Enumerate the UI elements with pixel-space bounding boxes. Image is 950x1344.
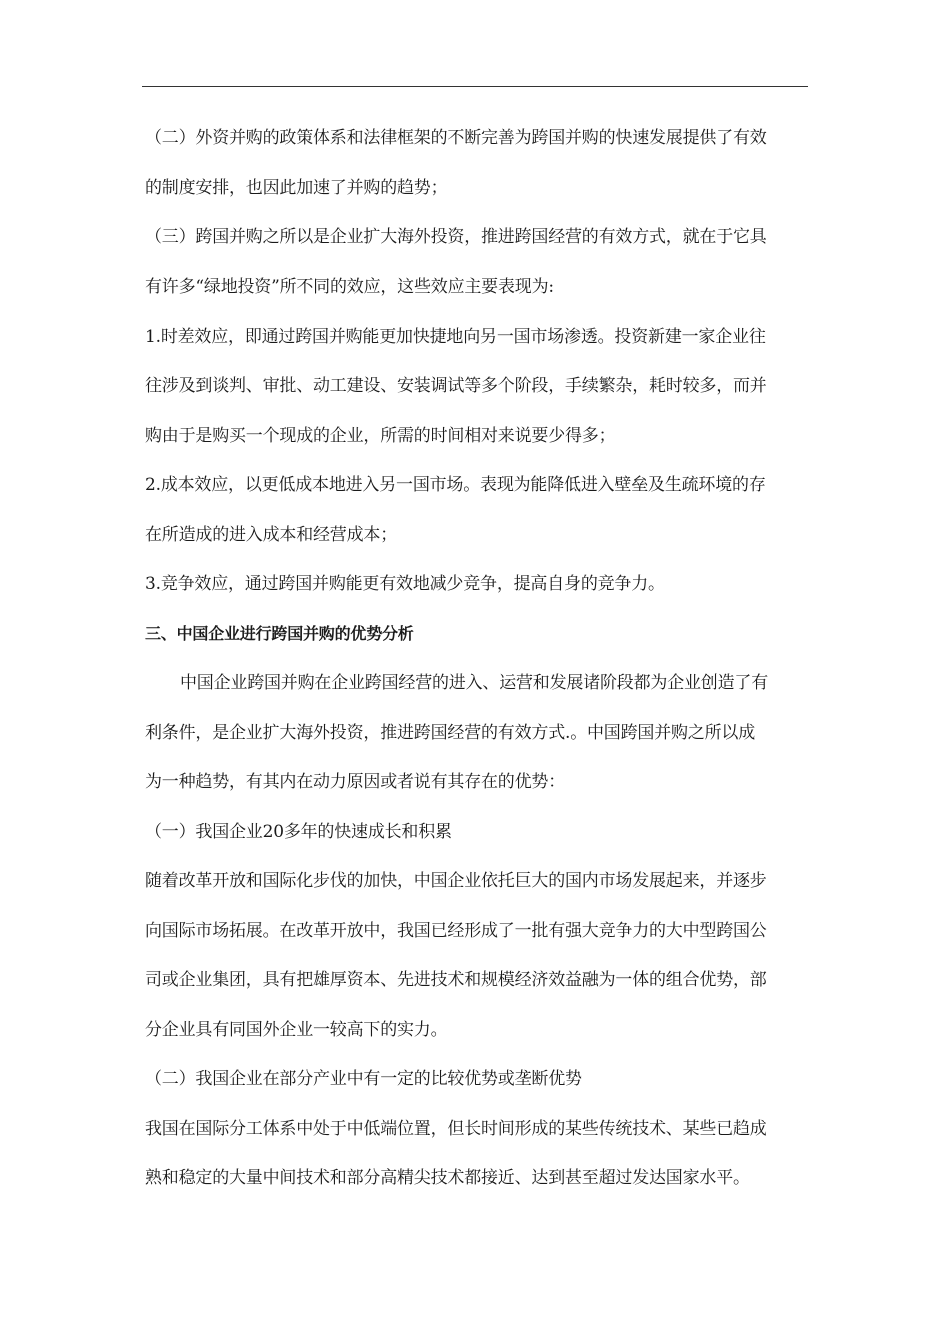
text-line: （三）跨国并购之所以是企业扩大海外投资，推进跨国经营的有效方式，就在于它具 [145,227,767,247]
subsection-heading: （一）我国企业20多年的快速成长和积累 [145,822,452,842]
text-line: 3.竞争效应，通过跨国并购能更有效地减少竞争，提高自身的竞争力。 [145,574,665,594]
text-line: （二）外资并购的政策体系和法律框架的不断完善为跨国并购的快速发展提供了有效 [145,128,767,148]
text-line: 1.时差效应，即通过跨国并购能更加快捷地向另一国市场渗透。投资新建一家企业往 [145,327,766,347]
text-line: 熟和稳定的大量中间技术和部分高精尖技术都接近、达到甚至超过发达国家水平。 [145,1168,750,1188]
text-line: 往涉及到谈判、审批、动工建设、安装调试等多个阶段，手续繁杂，耗时较多，而并 [145,376,767,396]
text-line: 利条件，是企业扩大海外投资，推进跨国经营的有效方式.。中国跨国并购之所以成 [145,723,756,743]
text-line: 2.成本效应，以更低成本地进入另一国市场。表现为能降低进入壁垒及生疏环境的存 [145,475,766,495]
section-heading: 三、中国企业进行跨国并购的优势分析 [145,624,414,643]
text-line: 司或企业集团，具有把雄厚资本、先进技术和规模经济效益融为一体的组合优势，部 [145,970,767,990]
text-line: 分企业具有同国外企业一较高下的实力。 [145,1020,448,1040]
text-line: 购由于是购买一个现成的企业，所需的时间相对来说要少得多； [145,426,616,446]
text-line: 为一种趋势，有其内在动力原因或者说有其存在的优势： [145,772,565,792]
text-line: 有许多“绿地投资”所不同的效应，这些效应主要表现为: [145,277,554,297]
text-line: 向国际市场拓展。在改革开放中，我国已经形成了一批有强大竞争力的大中型跨国公 [145,921,767,941]
text-line: 我国在国际分工体系中处于中低端位置，但长时间形成的某些传统技术、某些已趋成 [145,1119,767,1139]
subsection-heading: （二）我国企业在部分产业中有一定的比较优势或垄断优势 [145,1069,582,1089]
header-rule [142,86,808,87]
text-line: 在所造成的进入成本和经营成本； [145,525,397,545]
text-line: 的制度安排，也因此加速了并购的趋势； [145,178,448,198]
text-line: 中国企业跨国并购在企业跨国经营的进入、运营和发展诸阶段都为企业创造了有 [180,673,768,693]
text-line: 随着改革开放和国际化步伐的加快，中国企业依托巨大的国内市场发展起来，并逐步 [145,871,767,891]
